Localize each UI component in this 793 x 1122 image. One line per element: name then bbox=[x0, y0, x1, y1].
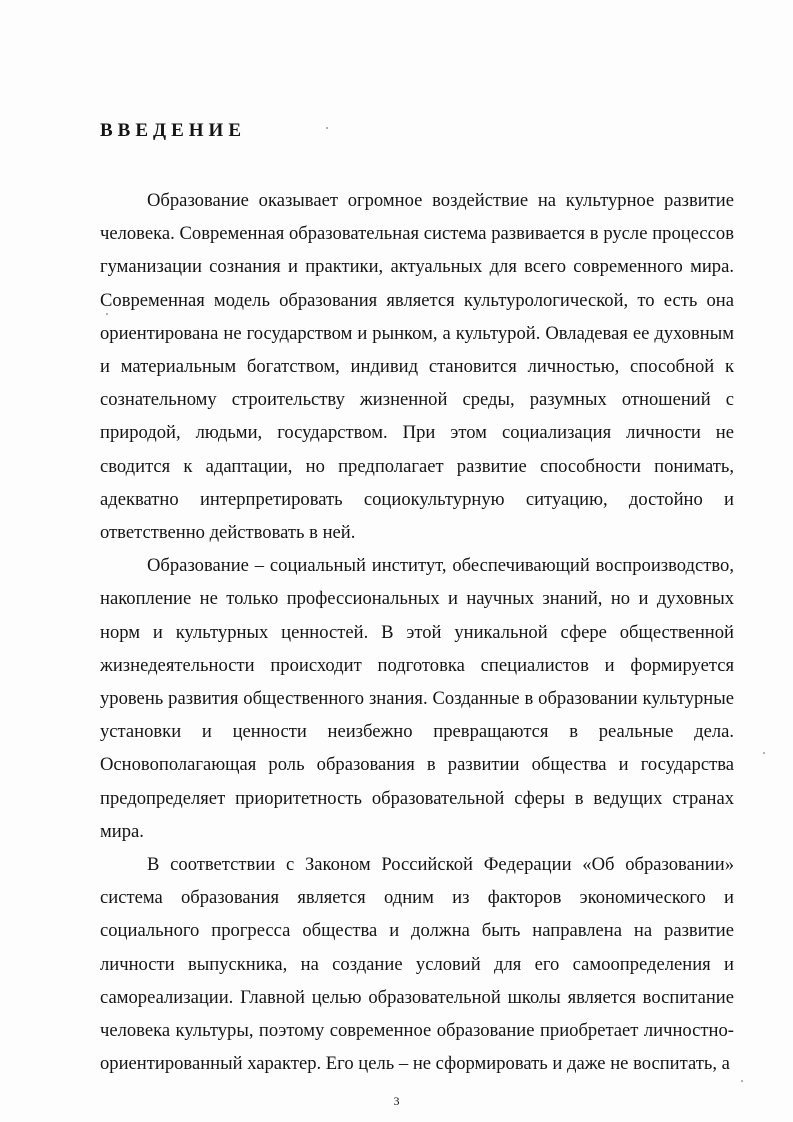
paragraph: Образование – социальный институт, обеспечивающий воспроизводство, накопление не только профессиональных и научных знаний, но и духовных норм и культурных ценностей. В этой уникальной сфере общественной жизнедеятельности происходит подготовка специалистов и формируется уровень развития общественного знания. Созданные в образовании культурные установки и ценности неизбежно превращаются в реальные дела. Основополагающая роль образования в развитии общества и государства предопределяет приоритетность образовательной сферы в ведущих странах мира. bbox=[100, 555, 734, 842]
scan-speck bbox=[326, 127, 328, 129]
section-heading: ВВЕДЕНИЕ bbox=[100, 120, 246, 141]
body-text bbox=[100, 184, 734, 1080]
paragraph: В соответствии с Законом Российской Федерации «Об образовании» система образования является одним из факторов экономического и социального прогресса общества и должна быть направлена на развитие личности выпускника, на создание условий для его самоопределения и самореализации. Главной целью образовательной школы является воспитание человека культуры, поэтому современное образование приобретает личностно-ориентированный характер. Его цель – не сформировать и даже не воспитать, а bbox=[100, 854, 734, 1075]
paragraph: Образование оказывает огромное воздействие на культурное развитие человека. Современная образовательная система развивается в русле процессов гуманизации сознания и практики, актуальных для всего современного мира. Современная модель образования является культурологической, то есть она ориентирована не государством и рынком, а культурой. Овладевая ее духовным и материальным богатством, индивид становится личностью, способной к сознательному строительству жизненной среды, разумных отношений с природой, людьми, государством. При этом социализация личности не сводится к адаптации, но предполагает развитие способности понимать, адекватно интерпретировать социокультурную ситуацию, достойно и ответственно действовать в ней. bbox=[100, 190, 734, 544]
scan-speck bbox=[763, 752, 765, 754]
page-number: 3 bbox=[393, 1094, 400, 1108]
scan-speck bbox=[741, 1080, 743, 1082]
